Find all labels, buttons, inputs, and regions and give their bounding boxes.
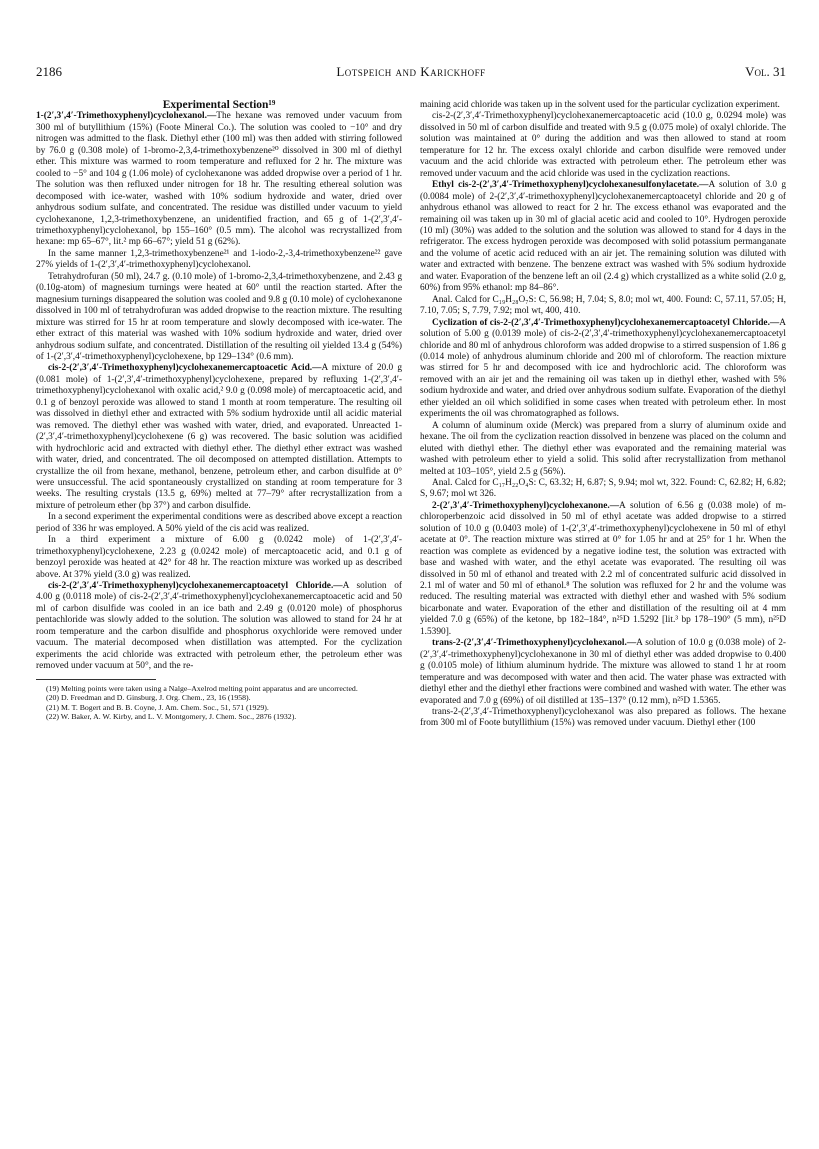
paragraph-text: A solution of 3.0 g (0.0084 mole) of 2-(2′,3′,4′-trimethoxyphenyl)cyclohexanemercaptoacetyl chloride and 20 g of anhydrous ethanol was allowed to react for 2 hr. The excess ethanol was evaporated and the remaining oil was taken up in 30 ml of glacial acetic acid and cooled to 10°. Hydrogen peroxide (10 ml) (30%) was added to the solution and the solution was allowed to stand for 4 days in the refrigerator. The excess hydrogen peroxide was decomposed with solid potassium permanganate and the volume of acetic acid reduced with an air jet. The remaining solution was diluted with water and extracted with benzene. The benzene extract was washed with 5% sodium hydroxide and water. Evaporation of the benzene left an oil (2.4 g) which crystallized as a white solid (2.0 g, 60%) from 95% ethanol: mp 84–86°. xyxy=(420,180,786,294)
paragraph-text: trans-2-(2′,3′,4′-Trimethoxyphenyl)cyclohexanol was also prepared as follows. The hexane from 300 ml of Foote butyllithium (15%) was removed under vacuum. Diethyl ether (100 xyxy=(420,707,786,729)
paragraph-heading: cis-2-(2′,3′,4′-Trimethoxyphenyl)cyclohexanemercaptoacetic Acid.— xyxy=(48,363,322,374)
paragraph-text: A solution of 6.56 g (0.038 mole) of m-chloroperbenzoic acid dissolved in 50 ml of ethyl acetate was added dropwise to a stirred solution of 10.0 g (0.0403 mole) of 1-(2′,3′,4′-trimethoxyphenyl)cyclohexene in 50 ml of ethyl acetate at 0°. The reaction mixture was stirred at 0° for 1.05 hr and at 25° for 1 hr. When the reaction was complete as evidenced by a negative iodine test, the solution was extracted with base and washed with water, and the ethyl acetate was evaporated. The resulting oil was dissolved in 50 ml of ethanol and treated with 2.2 ml of concentrated sulfuric acid dissolved in 2.1 ml of water and 50 ml of ethanol.⁸ The solution was refluxed for 2 hr and the volume was reduced. The resulting material was extracted with diethyl ether and washed with 5% sodium bicarbonate and water. Evaporation of the ether and distillation of the resulting oil at 4 mm yielded 7.0 g (65%) of the ketone, bp 182–184°, n²⁵D 1.5292 [lit.³ bp 178–190° (5 mm), n²⁵D 1.5390]. xyxy=(420,500,786,637)
paragraph xyxy=(36,111,402,248)
running-authors: Lotspeich and Karickhoff xyxy=(336,64,486,79)
paragraph xyxy=(420,111,786,180)
paragraph xyxy=(420,501,786,638)
paragraph-text: A solution of 5.00 g (0.0139 mole) of cis-2-(2′,3′,4′-trimethoxyphenyl)cyclohexanemercaptoacetyl chloride and 80 ml of anhydrous chloroform was added dropwise to a stirred suspension of 1.86 g (0.014 mole) of anhydrous aluminum chloride and 200 ml of chloroform. The reaction mixture was stirred for 5 hr and decomposed with ice and hydrochloric acid. The chloroform was removed with an air jet and the remaining oil was taken up in diethyl ether, washed with 5% sodium hydroxide and water, and dried over anhydrous sodium sulfate. Evaporation of the diethyl ether yielded an oil which solidified in some cases when treated with petroleum ether. In most experiments the oil was chromatographed as follows. xyxy=(420,317,786,420)
paragraph-heading: 1-(2′,3′,4′-Trimethoxyphenyl)cyclohexanol.— xyxy=(36,111,217,122)
paragraph xyxy=(420,180,786,295)
paragraph-text: A column of aluminum oxide (Merck) was prepared from a slurry of aluminum oxide and hexane. The oil from the cyclization reaction dissolved in benzene was placed on the column and eluted with diethyl ether. The diethyl ether was evaporated and the remaining material was washed with petroleum ether to yield a solid. This solid after recrystallization from methanol melted at 103–105°, yield 2.5 g (56%). xyxy=(420,420,786,477)
footnote: (19) Melting points were taken using a Nalge–Axelrod melting point apparatus and are uncorrected. xyxy=(46,683,358,693)
paragraph xyxy=(420,421,786,478)
paragraph-text: In the same manner 1,2,3-trimethoxybenzene²¹ and 1-iodo-2,-3,4-trimethoxybenzene²² gave 27% yields of 1-(2′,3′,4′-trimethoxyphenyl)cyclohexanol. xyxy=(36,248,402,271)
paragraph xyxy=(420,638,786,707)
running-header xyxy=(36,64,786,82)
paragraph-heading: 2-(2′,3′,4′-Trimethoxyphenyl)cyclohexanone.— xyxy=(432,500,620,511)
footnote: (20) D. Freedman and D. Ginsburg, J. Org. Chem., 23, 16 (1958). xyxy=(46,693,251,703)
paragraph-text: In a second experiment the experimental conditions were as described above except a reaction period of 336 hr was employed. A 50% yield of the cis acid was realized. xyxy=(36,512,402,534)
paragraph-heading: trans-2-(2′,3′,4′-Trimethoxyphenyl)cyclohexanol.— xyxy=(432,638,637,649)
paragraph xyxy=(420,707,786,730)
paragraph xyxy=(36,272,402,364)
paragraph-text: Anal. Calcd for C₁₇H₂₂O₄S: C, 63.32; H, 6.87; S, 9.94; mol wt, 322. Found: C, 62.82; H, 6.82; S, 9.67; mol wt 326. xyxy=(420,477,786,500)
section-title: Experimental Section¹⁹ xyxy=(162,99,276,111)
paragraph xyxy=(420,478,786,501)
footnote: (22) W. Baker, A. W. Kirby, and L. V. Montgomery, J. Chem. Soc., 2876 (1932). xyxy=(46,712,297,722)
paragraph-text: maining acid chloride was taken up in the solvent used for the particular cyclization experiment. xyxy=(420,100,780,110)
paragraph xyxy=(36,512,402,535)
volume-label: Vol. 31 xyxy=(745,64,786,79)
paragraph-heading: Ethyl cis-2-(2′,3′,4′-Trimethoxyphenyl)cyclohexanesulfonylacetate.— xyxy=(432,180,709,191)
paragraph-text: A solution of 10.0 g (0.038 mole) of 2-(2′,3′,4′-trimethoxyphenyl)cyclohexanone in 30 ml of diethyl ether was added dropwise to 0.400 g (0.0105 mole) of lithium aluminum hydride. The mixture was allowed to stand 1 hr at room temperature and was decomposed with water and then acid. The water phase was extracted with diethyl ether and the diethyl ether fractions were combined and washed with water. The ether was evaporated and 7.0 g (69%) of oil distilled at 135–137° (0.12 mm), n²⁵D 1.5365. xyxy=(420,638,786,706)
paragraph-text: A solution of 4.00 g (0.0118 mole) of cis-2-(2′,3′,4′-trimethoxyphenyl)cyclohexanemercaptoacetic acid and 50 ml of carbon disulfide was cooled in an ice bath and 2.49 g (0.0120 mole) of phosphorus pentachloride was slowly added to the solution. The solution was allowed to stand for 24 hr at room temperature and the carbon disulfide and phosphorus oxychloride were removed under vacuum. The material decomposed when distillation was attempted. For the cyclization experiments the acid chloride was extracted with petroleum ether, the petroleum ether was removed under vacuum at 50°, and the re- xyxy=(36,581,402,672)
left-column xyxy=(36,100,402,722)
paragraph-text: cis-2-(2′,3′,4′-Trimethoxyphenyl)cyclohexanemercaptoacetic acid (10.0 g, 0.0294 mole) was dissolved in 50 ml of carbon disulfide and treated with 9.5 g (0.075 mole) of oxalyl chloride. The solution was maintained at 0° during the addition and was then allowed to stand at room temperature for 12 hr. The excess oxalyl chloride and carbon disulfide were removed under vacuum and the acid chloride was extracted with petroleum ether. The petroleum ether was removed under vacuum and the acid chloride was used in the cyclization reactions. xyxy=(420,111,786,179)
paragraph-text: Anal. Calcd for C₁₉H₂₈O₇S: C, 56.98; H, 7.04; S, 8.0; mol wt, 400. Found: C, 57.11, 57.05; H, 7.10, 7.05; S, 7.79, 7.92; mol wt, 400, 410. xyxy=(420,294,786,317)
footnote: (21) M. T. Bogert and B. B. Coyne, J. Am. Chem. Soc., 51, 571 (1929). xyxy=(46,702,269,712)
paragraph-heading: Cyclization of cis-2-(2′,3′,4′-Trimethoxyphenyl)cyclohexanemercaptoacetyl Chloride.— xyxy=(432,317,780,328)
page-number: 2186 xyxy=(36,64,62,79)
right-column xyxy=(420,100,786,730)
footnotes xyxy=(36,684,402,722)
paragraph xyxy=(36,581,402,673)
paragraph xyxy=(36,363,402,512)
paragraph xyxy=(420,295,786,318)
paragraph xyxy=(36,535,402,581)
paragraph-text: Tetrahydrofuran (50 ml), 24.7 g. (0.10 mole) of 1-bromo-2,3,4-trimethoxybenzene, and 2.43 g (0.10g-atom) of magnesium turnings were heated at 60° until the reaction started. After the magnesium turnings disappeared the solution was cooled and 9.8 g (0.10 mole) of cyclohexanone dissolved in 100 ml of tetrahydrofuran was added dropwise to the reaction mixture. The resulting mixture was stirred for 15 hr at room temperature and slowly decomposed with ice-water. The ether extract of this material was washed with 10% sodium hydroxide and water, dried over anhydrous sodium sulfate, and concentrated. Distillation of the resulting oil yielded 13.4 g (54%) of 1-(2′,3′,4′-trimethoxyphenyl)cyclohexene, bp 129–134° (0.6 mm). xyxy=(36,271,402,362)
paragraph-text: In a third experiment a mixture of 6.00 g (0.0242 mole) of 1-(2′,3′,4′-trimethoxyphenyl)cyclohexene, 2.23 g (0.0242 mole) of mercaptoacetic acid, and 0.1 g of benzoyl peroxide was heated at 42° for 48 hr. The reaction mixture was worked up as described above. At 37% yield (3.0 g) was realized. xyxy=(36,535,402,580)
paragraph-text: The hexane was removed under vacuum from 300 ml of butyllithium (15%) (Foote Mineral Co.). The solution was cooled to −10° and dry nitrogen was admitted to the flask. Diethyl ether (100 ml) was then added with stirring followed by 76.0 g (0.308 mole) of 1-bromo-2,3,4-trimethoxybenzene²⁰ dissolved in 300 ml of diethyl ether. This mixture was warmed to room temperature and refluxed for 2 hr. The mixture was cooled to −5° and 104 g (1.06 mole) of cyclohexanone was added dropwise over a period of 1 hr. The solution was then refluxed under nitrogen for 18 hr. The resulting ethereal solution was decomposed with ice-water, washed with 10% sodium hydroxide and water, dried over anhydrous sodium sulfate, and concentrated. The residue was distilled under vacuum to yield cyclohexanone, 1,2,3-trimethoxybenzene, an unidentified fraction, and 65 g of 1-(2′,3′,4′-trimethoxyphenyl)cyclohexanol, bp 155–160° (0.5 mm). The alcohol was recrystallized from hexane: mp 65–67°, lit.² mp 66–67°; yield 51 g (62%). xyxy=(36,111,402,248)
paragraph xyxy=(36,249,402,272)
paragraph xyxy=(420,318,786,421)
footnote-rule xyxy=(36,679,156,680)
paragraph-heading: cis-2-(2′,3′,4′-Trimethoxyphenyl)cyclohexanemercaptoacetyl Chloride.— xyxy=(48,581,343,592)
paragraph xyxy=(420,100,786,111)
paragraph-text: A mixture of 20.0 g (0.081 mole) of 1-(2′,3′,4′-trimethoxyphenyl)cyclohexene, prepared by refluxing 1-(2′,3′,4′-trimethoxyphenyl)cyclohexanol with oxalic acid,² 9.0 g (0.098 mole) of mercaptoacetic acid, and 0.1 g of benzoyl peroxide was allowed to stand 1 month at room temperature. The resulting oil was dissolved in diethyl ether and extracted with 5% sodium hydroxide until all acidic material was removed. The diethyl ether was washed with water, dried, and evaporated. Unreacted 1-(2′,3′,4′-trimethoxyphenyl)cyclohexene (6 g) was recovered. The basic solution was acidified with hydrochloric acid and extracted with diethyl ether. The diethyl ether extract was washed with water, dried, and concentrated. The oil decomposed on attempted distillation. Attempts to crystallize the oil from hexane, methanol, benzene, petroleum ether, and carbon disulfide at 0° were unsuccessful. The acid spontaneously crystallized on standing at room temperature for 3 weeks. The resulting crystals (13.5 g, 69%) melted at 77–79° after recrystallization from a mixture of petroleum ether (bp 37°) and carbon disulfide. xyxy=(36,363,403,511)
